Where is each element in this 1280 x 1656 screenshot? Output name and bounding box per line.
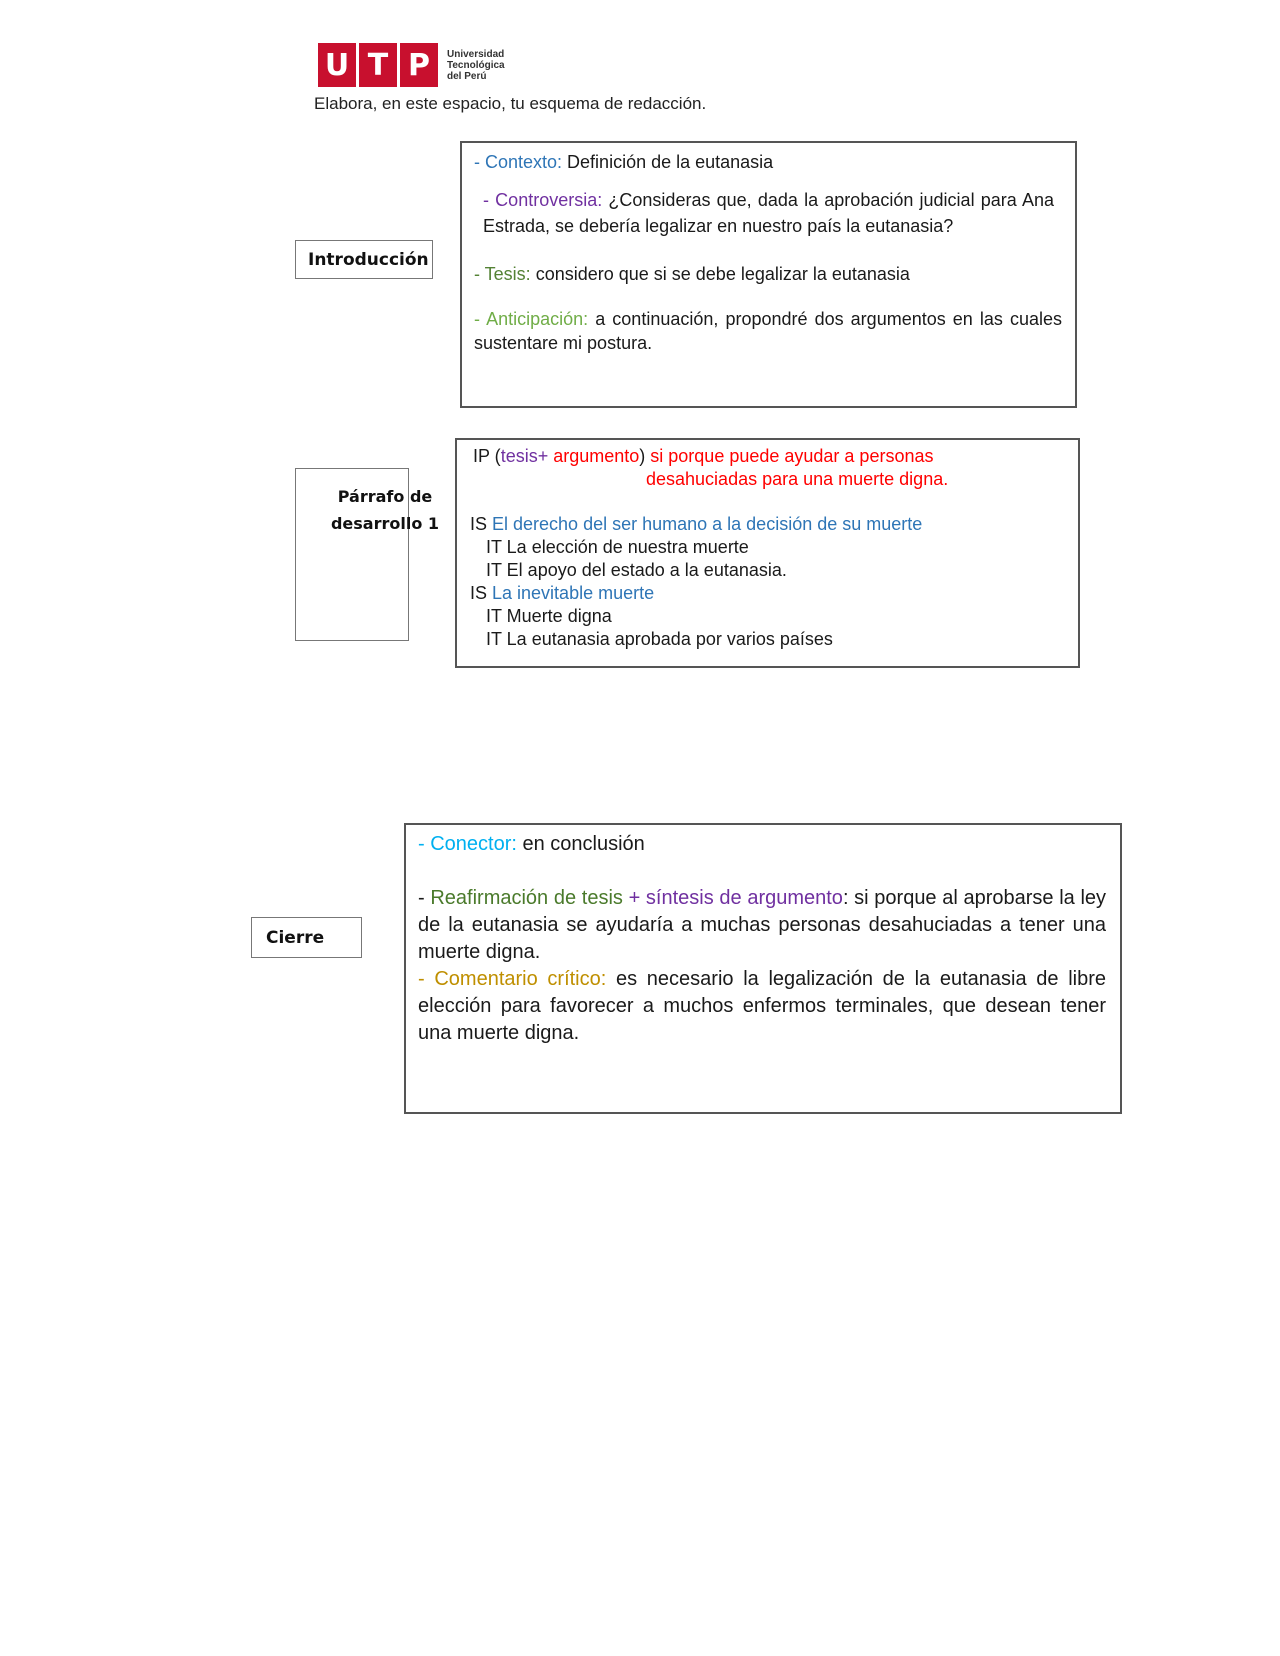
conector-value: en conclusión: [516, 833, 645, 855]
anticipacion-value: a continuación, propondré dos argumentos en las cuales sustentare mi postura.: [474, 309, 1063, 353]
section-label-introduccion: Introducción: [295, 240, 433, 279]
is1-text: El derecho del ser humano a la decisión de su muerte: [492, 514, 923, 534]
ip-tesis: tesis+: [500, 446, 549, 466]
it1-line: IT La elección de nuestra muerte: [486, 537, 749, 557]
reafirmacion-plus: +: [622, 887, 646, 909]
logo-wordmark: [447, 49, 505, 82]
comentario-value: es necesario la legalización de la eutanasia de libre elección para favorecer a muchos enfermos terminales, que desean tener una muerte digna.: [418, 968, 1106, 1044]
desarrollo-label-line-2: desarrollo 1: [330, 514, 440, 533]
ip-text-2: desahuciadas para una muerte digna.: [646, 469, 949, 489]
section-label-desarrollo: [330, 483, 440, 537]
ip-close: ): [639, 446, 646, 466]
tesis-key: - Tesis:: [474, 264, 531, 284]
introduction-box: [460, 141, 1077, 408]
logo-line-2: Tecnológica: [447, 59, 505, 71]
anticipacion-key: - Anticipación:: [474, 309, 589, 329]
is2-text: La inevitable muerte: [492, 583, 655, 603]
tesis-value: considero que si se debe legalizar la eutanasia: [530, 264, 910, 284]
it2-line: IT El apoyo del estado a la eutanasia.: [486, 560, 787, 580]
closing-box: [404, 823, 1122, 1114]
is1-prefix: IS: [470, 514, 493, 534]
is1-line: [470, 513, 1068, 536]
ip-line: [470, 445, 1068, 468]
desarrollo-label-line-1: Párrafo de: [337, 487, 433, 506]
contexto-value: Definición de la eutanasia: [562, 152, 774, 172]
instruction-text: Elabora, en este espacio, tu esquema de redacción.: [314, 94, 707, 113]
logo-letter-p: P: [400, 43, 438, 87]
ip-argumento: argumento: [548, 446, 640, 466]
comentario-line: [418, 966, 1106, 1047]
conector-line: [418, 831, 1106, 858]
ip-text-1: si porque puede ayudar a personas: [645, 446, 934, 466]
development-box: [455, 438, 1080, 668]
is2-prefix: IS: [470, 583, 493, 603]
comentario-key: - Comentario crítico:: [418, 968, 607, 990]
anticipacion-line: [474, 307, 1062, 355]
reafirmacion-key: Reafirmación de tesis: [430, 887, 623, 909]
controversia-line: [474, 187, 1062, 239]
ip-prefix: IP (: [473, 446, 501, 466]
spacer: [470, 491, 1068, 513]
contexto-line: [474, 149, 1062, 175]
conector-key: - Conector:: [418, 833, 517, 855]
it3-line: IT Muerte digna: [486, 606, 612, 626]
sintesis-key: síntesis de argumento: [645, 887, 843, 909]
is2-line: [470, 582, 1068, 605]
tesis-line: [474, 261, 1062, 287]
logo-letter-t: T: [359, 43, 397, 87]
contexto-key: - Contexto:: [474, 152, 563, 172]
controversia-value: ¿Consideras que, dada la aprobación judicial para Ana Estrada, se debería legalizar en nuestro país la eutanasia?: [483, 190, 1054, 236]
logo-line-3: del Perú: [447, 70, 487, 82]
logo-letter-u: U: [318, 43, 356, 87]
it4-line: IT La eutanasia aprobada por varios países: [486, 629, 833, 649]
controversia-key: - Controversia:: [483, 190, 603, 210]
reafirmacion-value: : si porque al aprobarse la ley de la eutanasia se ayudaría a muchas personas desahuciadas a tener una muerte digna.: [418, 887, 1107, 963]
logo-line-1: Universidad: [447, 48, 505, 60]
reafirmacion-line: [418, 885, 1106, 966]
reafirmacion-dash: -: [418, 887, 431, 909]
section-label-cierre: Cierre: [251, 917, 362, 958]
utp-logo: [318, 42, 505, 88]
